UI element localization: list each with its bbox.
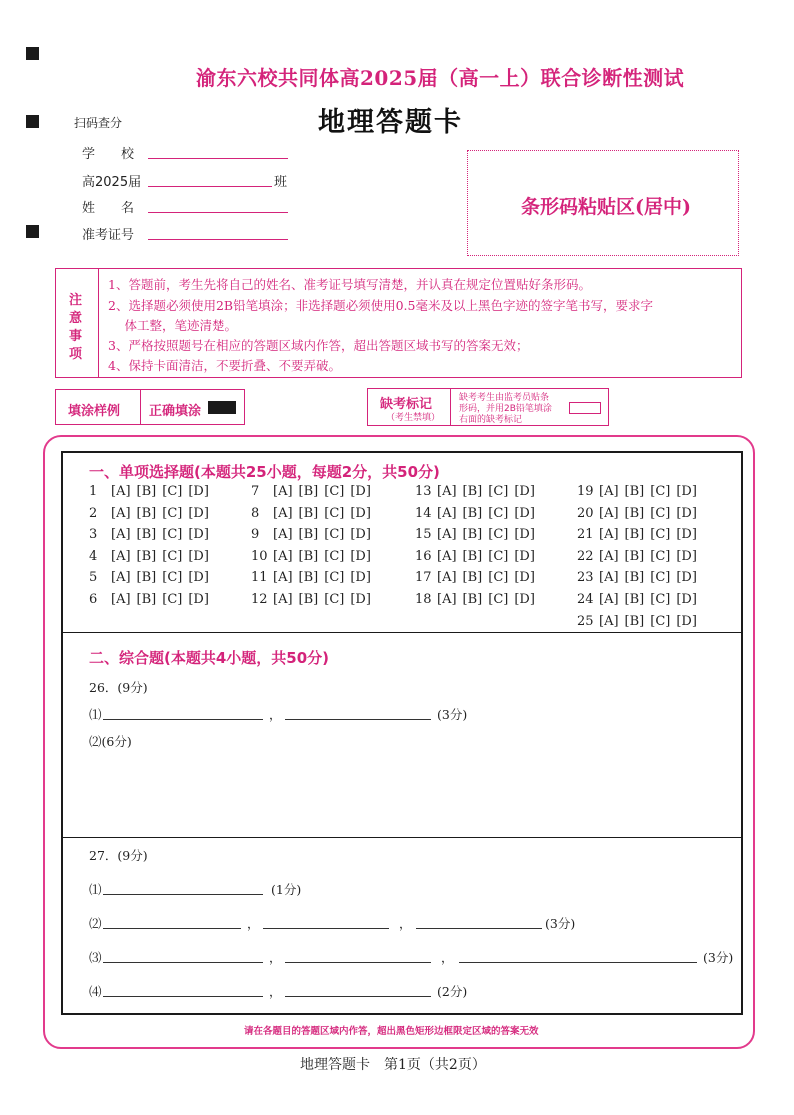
choice-bubble[interactable]: [D] (676, 570, 697, 586)
question-number: 7 (251, 484, 260, 499)
choice-bubble[interactable]: [B] (624, 570, 645, 586)
q27-heading: 27．(9分) (89, 848, 148, 863)
choice-bubble[interactable]: [D] (514, 592, 535, 607)
answer-area (61, 451, 743, 1015)
q26-part1-blank-a[interactable] (103, 719, 263, 720)
question-number: 3 (89, 527, 98, 543)
absent-checkbox[interactable] (569, 402, 601, 414)
choice-bubble[interactable]: [A] (111, 527, 131, 543)
question-number: 23 (577, 570, 594, 586)
q26-heading: 26．(9分) (89, 680, 148, 695)
question-number: 1 (89, 484, 98, 499)
choice-bubble[interactable]: [A] (111, 548, 131, 564)
choice-question-6 (89, 592, 215, 607)
choice-bubble[interactable]: [A] (437, 505, 457, 521)
choice-bubble[interactable]: [C] (488, 548, 509, 564)
class-field[interactable] (148, 186, 272, 187)
choice-bubble[interactable]: [A] (437, 548, 457, 564)
choice-bubble[interactable]: [B] (462, 505, 483, 521)
q27-part2-score: (3分) (545, 916, 576, 931)
notice-heading-char: 注 (69, 293, 83, 308)
choice-bubble[interactable]: [B] (298, 548, 319, 564)
choice-question-21 (577, 527, 703, 542)
choice-bubble[interactable]: [D] (514, 484, 535, 499)
notice-item: 2、选择题必须使用2B铅笔填涂；非选择题必须使用0.5毫米及以上黑色字迹的签字笔书写，要求字 (108, 298, 653, 313)
q27-part4-score: (2分) (437, 984, 468, 999)
choice-bubble[interactable]: [A] (273, 484, 293, 499)
choice-bubble[interactable]: [B] (462, 570, 483, 586)
q27-part1-label: ⑴ (89, 882, 102, 897)
q26-part1-score: (3分) (437, 707, 468, 722)
question-number: 20 (577, 505, 594, 521)
q26-part1-label: ⑴ (89, 707, 102, 722)
choice-bubble[interactable]: [C] (324, 570, 345, 586)
choice-bubble[interactable]: [C] (162, 548, 183, 564)
choice-bubble[interactable]: [A] (111, 592, 131, 607)
choice-question-11 (251, 570, 377, 585)
choice-bubble[interactable]: [B] (624, 613, 645, 629)
choice-bubble[interactable]: [D] (350, 570, 371, 586)
q27-part1-score: (1分) (271, 882, 302, 897)
choice-question-20 (577, 506, 703, 521)
q27-part4-label: ⑷ (89, 984, 102, 999)
q27-part3-blank-c[interactable] (459, 962, 697, 963)
choice-bubble[interactable]: [C] (488, 505, 509, 521)
choice-question-18 (415, 592, 541, 607)
question-number: 16 (415, 548, 432, 564)
choice-bubble[interactable]: [B] (624, 527, 645, 543)
choice-bubble[interactable]: [B] (462, 592, 483, 607)
choice-bubble[interactable]: [C] (488, 570, 509, 586)
choice-bubble[interactable]: [A] (273, 505, 293, 521)
choice-question-17 (415, 570, 541, 585)
question-number: 22 (577, 548, 594, 564)
question-number: 13 (415, 484, 432, 499)
q27-part2-blank-b[interactable] (263, 928, 389, 929)
choice-bubble[interactable]: [A] (437, 592, 457, 607)
q27-part3-label: ⑶ (89, 950, 102, 965)
question-number: 2 (89, 505, 98, 521)
choice-bubble[interactable]: [B] (624, 592, 645, 607)
choice-bubble[interactable]: [D] (514, 505, 535, 521)
comma: ， (269, 950, 282, 965)
choice-bubble[interactable]: [C] (162, 570, 183, 586)
q26-part1-blank-b[interactable] (285, 719, 431, 720)
name-field[interactable] (148, 212, 288, 213)
choice-bubble[interactable]: [A] (599, 613, 619, 629)
choice-bubble[interactable]: [C] (650, 548, 671, 564)
question-divider (63, 837, 741, 838)
choice-bubble[interactable]: [B] (462, 527, 483, 543)
q27-part4-blank-a[interactable] (103, 996, 263, 997)
choice-bubble[interactable]: [D] (188, 527, 209, 543)
question-number: 17 (415, 570, 432, 586)
absent-desc: 缺考考生由监考员贴条 (459, 393, 550, 403)
choice-bubble[interactable]: [B] (624, 548, 645, 564)
barcode-area-label: 条形码粘贴区(居中) (521, 196, 691, 218)
comma: ， (399, 916, 412, 931)
choice-bubble[interactable]: [A] (437, 570, 457, 586)
q27-part4-blank-b[interactable] (285, 996, 431, 997)
ticket-label: 准考证号 (82, 228, 135, 243)
question-number: 25 (577, 613, 594, 629)
choice-question-19 (577, 484, 703, 499)
notice-item: 1、答题前，考生先将自己的姓名、准考证号填写清楚，并认真在规定位置贴好条形码。 (108, 277, 591, 292)
choice-bubble[interactable]: [B] (136, 570, 157, 586)
choice-bubble[interactable]: [D] (514, 548, 535, 564)
choice-bubble[interactable]: [B] (624, 484, 645, 499)
section1-title: 一、单项选择题(本题共25小题，每题2分，共50分) (89, 463, 440, 481)
choice-bubble[interactable]: [C] (650, 613, 671, 629)
absent-desc: 形码，并用2B铅笔填涂 (459, 404, 552, 414)
choice-bubble[interactable]: [C] (162, 527, 183, 543)
question-number: 12 (251, 592, 268, 607)
choice-bubble[interactable]: [A] (599, 592, 619, 607)
choice-question-8 (251, 506, 377, 521)
choice-bubble[interactable]: [A] (273, 527, 293, 543)
question-number: 9 (251, 527, 260, 543)
choice-bubble[interactable]: [B] (298, 527, 319, 543)
choice-bubble[interactable]: [D] (676, 484, 697, 499)
choice-bubble[interactable]: [D] (514, 527, 535, 543)
answer-area-warning: 请在各题目的答题区域内作答，超出黑色矩形边框限定区域的答案无效 (244, 1026, 539, 1037)
choice-bubble[interactable]: [A] (273, 570, 293, 586)
exam-title: 渝东六校共同体高2025届（高一上）联合诊断性测试 (196, 66, 685, 90)
choice-question-5 (89, 570, 215, 585)
fill-sample-box (55, 389, 245, 425)
choice-bubble[interactable]: [B] (136, 548, 157, 564)
choice-bubble[interactable]: [C] (324, 527, 345, 543)
filled-swatch (208, 401, 236, 414)
choice-question-16 (415, 549, 541, 564)
choice-bubble[interactable]: [B] (298, 570, 319, 586)
notice-item: 体工整，笔迹清楚。 (108, 318, 237, 333)
choice-bubble[interactable]: [C] (162, 592, 183, 607)
choice-bubble[interactable]: [D] (188, 592, 209, 607)
q27-part2-blank-c[interactable] (416, 928, 542, 929)
choice-bubble[interactable]: [C] (324, 548, 345, 564)
page-footer: 地理答题卡 第1页（共2页） (300, 1057, 486, 1073)
notice-heading-char: 意 (69, 311, 83, 326)
choice-bubble[interactable]: [C] (488, 527, 509, 543)
choice-bubble[interactable]: [D] (188, 570, 209, 586)
choice-bubble[interactable]: [A] (273, 548, 293, 564)
class-label: 高2025届 (82, 175, 142, 190)
choice-bubble[interactable]: [D] (350, 484, 371, 499)
school-field[interactable] (148, 158, 288, 159)
question-number: 24 (577, 592, 594, 607)
choice-question-2 (89, 506, 215, 521)
choice-bubble[interactable]: [B] (136, 592, 157, 607)
question-number: 15 (415, 527, 432, 543)
fill-sample-label: 填涂样例 (68, 404, 121, 419)
choice-question-24 (577, 592, 703, 607)
notice-heading-char: 项 (69, 347, 83, 362)
choice-bubble[interactable]: [C] (324, 505, 345, 521)
choice-question-1 (89, 484, 215, 499)
choice-bubble[interactable]: [D] (188, 484, 209, 499)
notice-box (55, 268, 742, 378)
position-mark (26, 47, 39, 60)
choice-bubble[interactable]: [D] (676, 548, 697, 564)
choice-bubble[interactable]: [B] (298, 505, 319, 521)
correct-fill-label: 正确填涂 (149, 404, 202, 419)
choice-question-23 (577, 570, 703, 585)
choice-question-3 (89, 527, 215, 542)
choice-bubble[interactable]: [D] (676, 505, 697, 521)
choice-bubble[interactable]: [C] (488, 592, 509, 607)
choice-question-15 (415, 527, 541, 542)
q27-part3-blank-b[interactable] (285, 962, 431, 963)
choice-bubble[interactable]: [C] (324, 484, 345, 499)
scan-label: 扫码查分 (74, 116, 123, 130)
notice-item: 3、严格按照题号在相应的答题区域内作答，超出答题区域书写的答案无效； (108, 338, 529, 353)
comma: ， (269, 984, 282, 999)
question-number: 8 (251, 505, 260, 521)
choice-bubble[interactable]: [B] (136, 527, 157, 543)
choice-bubble[interactable]: [A] (273, 592, 293, 607)
choice-bubble[interactable]: [A] (599, 548, 619, 564)
choice-bubble[interactable]: [B] (298, 592, 319, 607)
q27-part2-label: ⑵ (89, 916, 102, 931)
choice-question-22 (577, 549, 703, 564)
q27-part3-blank-a[interactable] (103, 962, 263, 963)
comma: ， (269, 707, 282, 722)
choice-bubble[interactable]: [A] (599, 527, 619, 543)
choice-bubble[interactable]: [A] (111, 505, 131, 521)
choice-bubble[interactable]: [B] (136, 505, 157, 521)
position-mark (26, 225, 39, 238)
choice-bubble[interactable]: [D] (350, 505, 371, 521)
choice-bubble[interactable]: [A] (437, 484, 457, 499)
section-divider (63, 632, 741, 633)
section2-title: 二、综合题(本题共4小题，共50分) (89, 649, 330, 667)
choice-bubble[interactable]: [B] (462, 484, 483, 499)
choice-bubble[interactable]: [D] (676, 613, 697, 629)
choice-question-25 (577, 614, 703, 629)
choice-question-13 (415, 484, 541, 499)
choice-bubble[interactable]: [C] (650, 592, 671, 607)
choice-question-10 (251, 549, 377, 564)
choice-bubble[interactable]: [A] (111, 484, 131, 499)
question-number: 14 (415, 505, 432, 521)
choice-bubble[interactable]: [C] (162, 505, 183, 521)
question-number: 18 (415, 592, 432, 607)
q27-part3-score: (3分) (703, 950, 734, 965)
choice-bubble[interactable]: [D] (514, 570, 535, 586)
choice-bubble[interactable]: [D] (350, 548, 371, 564)
notice-item: 4、保持卡面清洁，不要折叠、不要弄破。 (108, 358, 341, 373)
choice-bubble[interactable]: [A] (599, 484, 619, 499)
choice-bubble[interactable]: [C] (324, 592, 345, 607)
q27-part1-blank[interactable] (103, 894, 263, 895)
barcode-area (467, 150, 739, 256)
choice-question-12 (251, 592, 377, 607)
choice-bubble[interactable]: [A] (599, 505, 619, 521)
choice-bubble[interactable]: [C] (162, 484, 183, 499)
choice-question-9 (251, 527, 377, 542)
position-mark (26, 115, 39, 128)
choice-bubble[interactable]: [A] (599, 570, 619, 586)
choice-bubble[interactable]: [D] (676, 592, 697, 607)
comma: ， (247, 916, 260, 931)
absent-title: 缺考标记 (380, 397, 433, 412)
choice-bubble[interactable]: [C] (650, 527, 671, 543)
choice-bubble[interactable]: [D] (350, 592, 371, 607)
choice-bubble[interactable]: [A] (111, 570, 131, 586)
notice-heading (56, 269, 99, 377)
choice-bubble[interactable]: [C] (650, 505, 671, 521)
card-title: 地理答题卡 (318, 107, 463, 138)
choice-question-7 (251, 484, 377, 499)
question-number: 21 (577, 527, 594, 543)
comma: ， (441, 950, 454, 965)
question-number: 4 (89, 548, 98, 564)
choice-bubble[interactable]: [C] (650, 484, 671, 499)
question-number: 19 (577, 484, 594, 499)
class-suffix: 班 (274, 175, 288, 190)
choice-question-14 (415, 506, 541, 521)
question-number: 11 (251, 570, 268, 586)
choice-bubble[interactable]: [B] (624, 505, 645, 521)
choice-bubble[interactable]: [C] (488, 484, 509, 499)
question-number: 5 (89, 570, 98, 586)
question-number: 10 (251, 548, 268, 564)
choice-bubble[interactable]: [D] (350, 527, 371, 543)
school-label: 学 校 (82, 147, 135, 162)
choice-bubble[interactable]: [D] (188, 548, 209, 564)
notice-heading-char: 事 (69, 329, 83, 344)
choice-bubble[interactable]: [A] (437, 527, 457, 543)
choice-bubble[interactable]: [B] (298, 484, 319, 499)
choice-bubble[interactable]: [D] (188, 505, 209, 521)
ticket-number-field[interactable] (148, 239, 288, 240)
name-label: 姓 名 (82, 201, 135, 216)
q27-part2-blank-a[interactable] (103, 928, 241, 929)
choice-bubble[interactable]: [C] (650, 570, 671, 586)
choice-bubble[interactable]: [D] (676, 527, 697, 543)
absent-desc: 右面的缺考标记 (459, 415, 523, 425)
choice-bubble[interactable]: [B] (136, 484, 157, 499)
question-number: 6 (89, 592, 98, 607)
q26-part2-label: ⑵(6分) (89, 734, 132, 749)
absent-mark-box (367, 388, 609, 426)
absent-subtitle: （考生禁填） (386, 413, 441, 423)
choice-bubble[interactable]: [B] (462, 548, 483, 564)
choice-question-4 (89, 549, 215, 564)
